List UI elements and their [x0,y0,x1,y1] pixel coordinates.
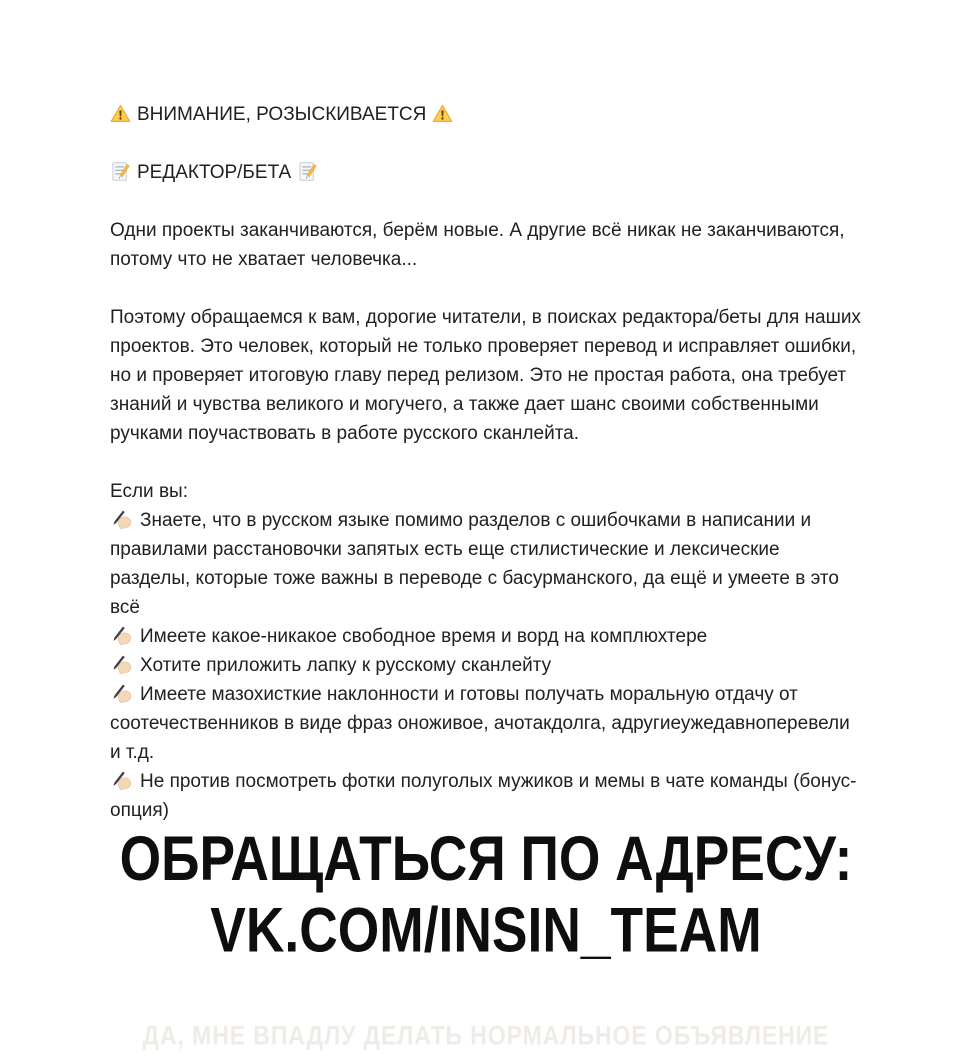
heading-role [110,158,865,187]
contact-address [39,824,933,967]
list-item-text: Имеете какое-никакое свободное время и ворд на комплюхтере [140,626,708,647]
writing-hand-icon [110,625,133,646]
post-body [110,100,865,825]
heading-warning [110,100,865,129]
list-item-text: Знаете, что в русском языке помимо разделов с ошибочками в написании и правилами расстановочки запятых есть еще стилистические и лексические разделы, которые тоже важны в переводе с басурманского, да ещё и умеете в это всё [110,510,839,618]
warning-icon [432,103,453,124]
writing-hand-icon [110,770,133,791]
writing-hand-icon [110,509,133,530]
warning-icon [110,103,131,124]
heading-role-text: РЕДАКТОР/БЕТА [137,162,292,183]
memo-icon [110,161,131,182]
list-item-text: Хотите приложить лапку к русскому сканлейту [140,655,552,676]
writing-hand-icon [110,654,133,675]
list-item-text: Имеете мазохисткие наклонности и готовы получать моральную отдачу от соотечественников в виде фраз оноживое, ачотакдолга, адругиеужедавноперевели и т.д. [110,684,850,763]
writing-hand-icon [110,683,133,704]
list-item [110,506,865,622]
requirements-list [110,477,865,825]
list-item-text: Не против посмотреть фотки полуголых мужиков и мемы в чате команды (бонус-опция) [110,771,857,821]
list-item [110,622,865,651]
contact-address-label: ОБРАЩАТЬСЯ ПО АДРЕСУ: [119,824,853,895]
list-item [110,767,865,825]
memo-icon [297,161,318,182]
contact-address-link: VK.COM/INSIN_TEAM [210,895,762,966]
list-item [110,651,865,680]
list-intro: Если вы: [110,481,188,502]
paragraph-intro: Одни проекты заканчиваются, берём новые. А другие всё никак не заканчиваются, потому что не хватает человечка... [110,220,845,270]
heading-warning-text: ВНИМАНИЕ, РОЗЫСКИВАЕТСЯ [137,104,427,125]
paragraph-description: Поэтому обращаемся к вам, дорогие читатели, в поисках редактора/беты для наших проектов. Это человек, который не только проверяет перевод и исправляет ошибки, но и проверяет итоговую главу перед релизом. Это не простая работа, она требует знаний и чувства великого и могучего, а также дает шанс своими собственными ручками поучаствовать в работе русского сканлейта. [110,307,861,444]
footer-note: ДА, МНЕ ВПАДЛУ ДЕЛАТЬ НОРМАЛЬНОЕ ОБЪЯВЛЕНИЕ [142,1021,830,1051]
list-item [110,680,865,767]
